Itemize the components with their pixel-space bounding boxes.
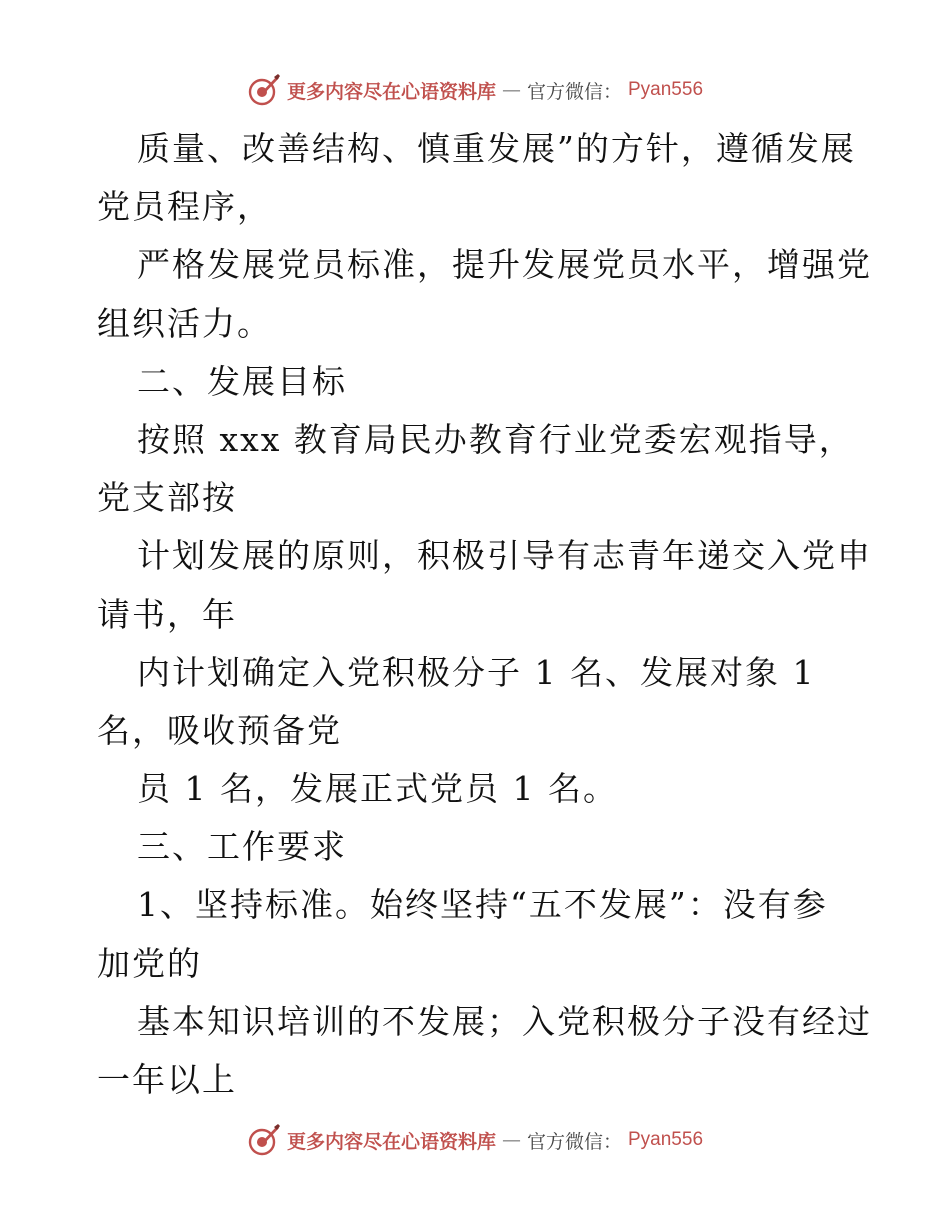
body-line: 内计划确定入党积极分子 1 名、发展对象 1 — [137, 652, 816, 692]
section-heading: 二、发展目标 — [137, 361, 347, 401]
body-line: 员 1 名，发展正式党员 1 名。 — [137, 769, 618, 809]
body-line: 组织活力。 — [97, 303, 272, 343]
header-wechat-label: 官方微信： — [526, 80, 622, 103]
footer-brand-text: 更多内容尽在心语资料库 — [286, 1130, 496, 1153]
body-line: 一年以上 — [97, 1060, 237, 1099]
body-line: 党员程序， — [97, 187, 272, 227]
body-line: 质量、改善结构、慎重发展”的方针，遵循发展 — [137, 129, 856, 168]
body-line: 加党的 — [97, 943, 202, 983]
quill-pen-logo-icon — [247, 73, 281, 107]
body-line: 计划发展的原则，积极引导有志青年递交入党申 — [137, 536, 872, 576]
footer-wechat-id: Pyan556 — [628, 1129, 704, 1150]
body-line: 按照 xxx 教育局民办教育行业党委宏观指导， — [137, 419, 854, 459]
body-line: 基本知识培训的不发展；入党积极分子没有经过 — [137, 1001, 872, 1041]
footer-banner — [0, 1120, 950, 1160]
body-line: 请书，年 — [97, 594, 237, 634]
quill-pen-logo-icon — [247, 1123, 281, 1157]
body-line: 1、坚持标准。始终坚持“五不发展”：没有参 — [137, 885, 828, 925]
header-separator: — — [501, 79, 521, 101]
body-line: 名，吸收预备党 — [97, 710, 342, 750]
body-line: 党支部按 — [97, 478, 237, 518]
header-wechat-id: Pyan556 — [628, 79, 704, 100]
footer-wechat-label: 官方微信： — [526, 1130, 622, 1153]
section-heading: 三、工作要求 — [137, 827, 347, 867]
body-line: 严格发展党员标准，提升发展党员水平，增强党 — [137, 245, 872, 285]
footer-separator: — — [501, 1129, 521, 1151]
header-brand-text: 更多内容尽在心语资料库 — [286, 80, 496, 103]
header-banner — [0, 70, 950, 110]
document-body — [97, 120, 872, 1109]
